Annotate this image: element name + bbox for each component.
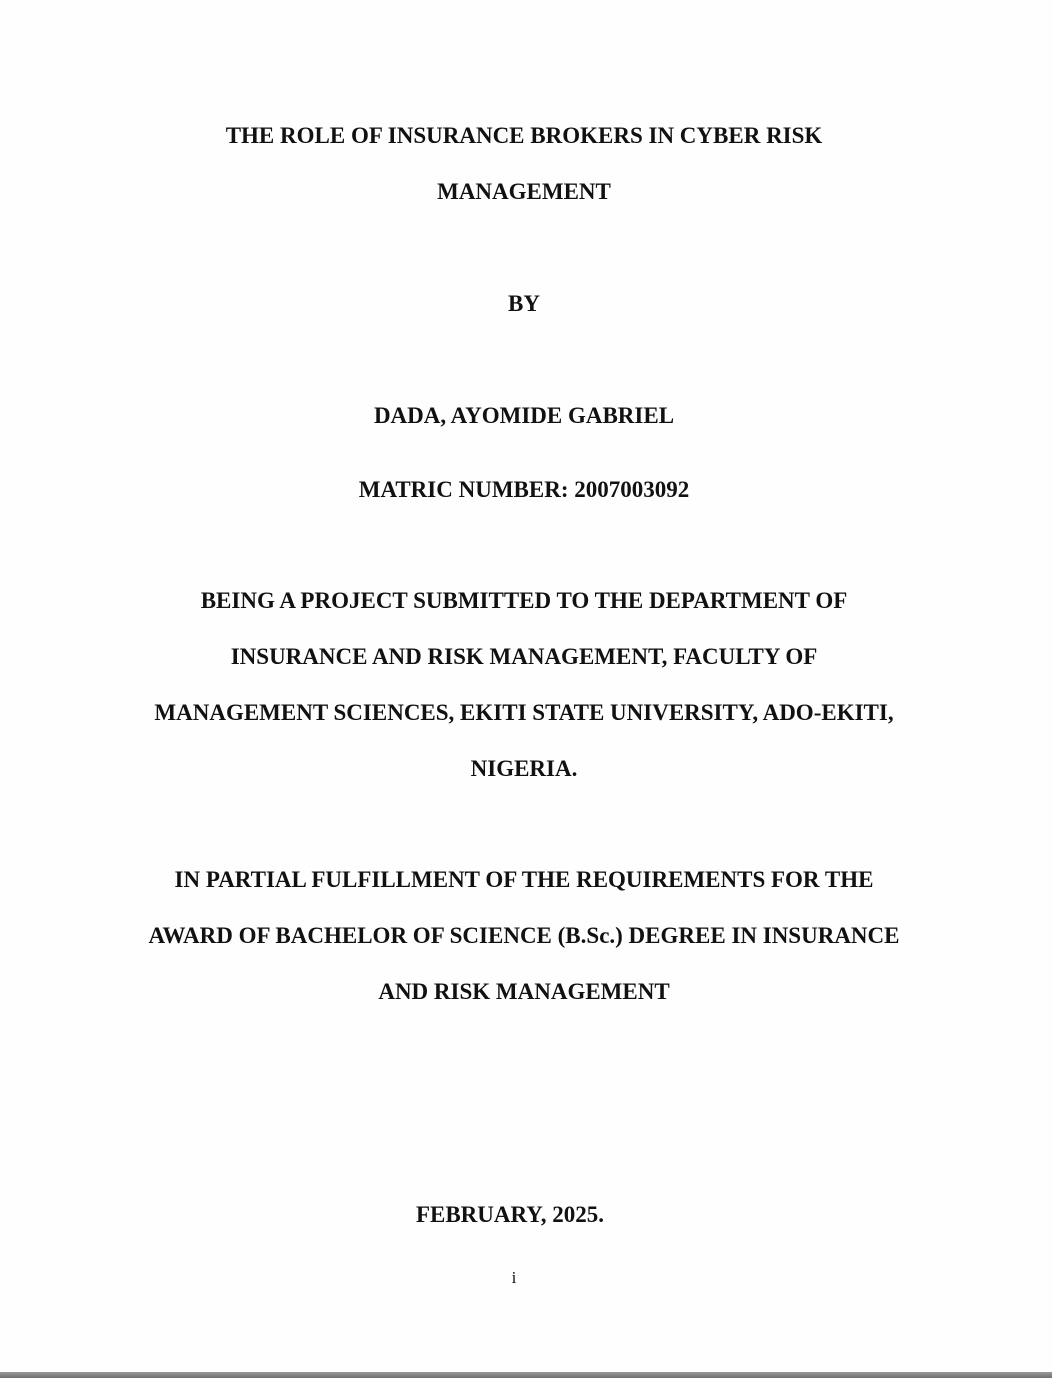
submission-line-4: NIGERIA. xyxy=(470,756,578,781)
author-name: DADA, AYOMIDE GABRIEL xyxy=(373,403,675,428)
submission-line-2: INSURANCE AND RISK MANAGEMENT, FACULTY OF xyxy=(230,644,818,669)
fulfillment-line-2: AWARD OF BACHELOR OF SCIENCE (B.Sc.) DEGREE IN INSURANCE xyxy=(148,923,900,948)
submission-line-1: BEING A PROJECT SUBMITTED TO THE DEPARTMENT OF xyxy=(200,588,848,613)
page-number: i xyxy=(511,1268,517,1287)
submission-date: FEBRUARY, 2025. xyxy=(415,1202,605,1227)
title-line-1: THE ROLE OF INSURANCE BROKERS IN CYBER RISK xyxy=(225,123,823,148)
submission-line-3: MANAGEMENT SCIENCES, EKITI STATE UNIVERSITY, ADO-EKITI, xyxy=(154,700,894,725)
title-line-2: MANAGEMENT xyxy=(437,179,611,204)
matric-number: MATRIC NUMBER: 2007003092 xyxy=(358,477,690,502)
by-label: BY xyxy=(508,291,540,316)
fulfillment-line-1: IN PARTIAL FULFILLMENT OF THE REQUIREMENTS FOR THE xyxy=(174,867,874,892)
page-bottom-edge xyxy=(0,1372,1052,1378)
fulfillment-line-3: AND RISK MANAGEMENT xyxy=(378,979,670,1004)
